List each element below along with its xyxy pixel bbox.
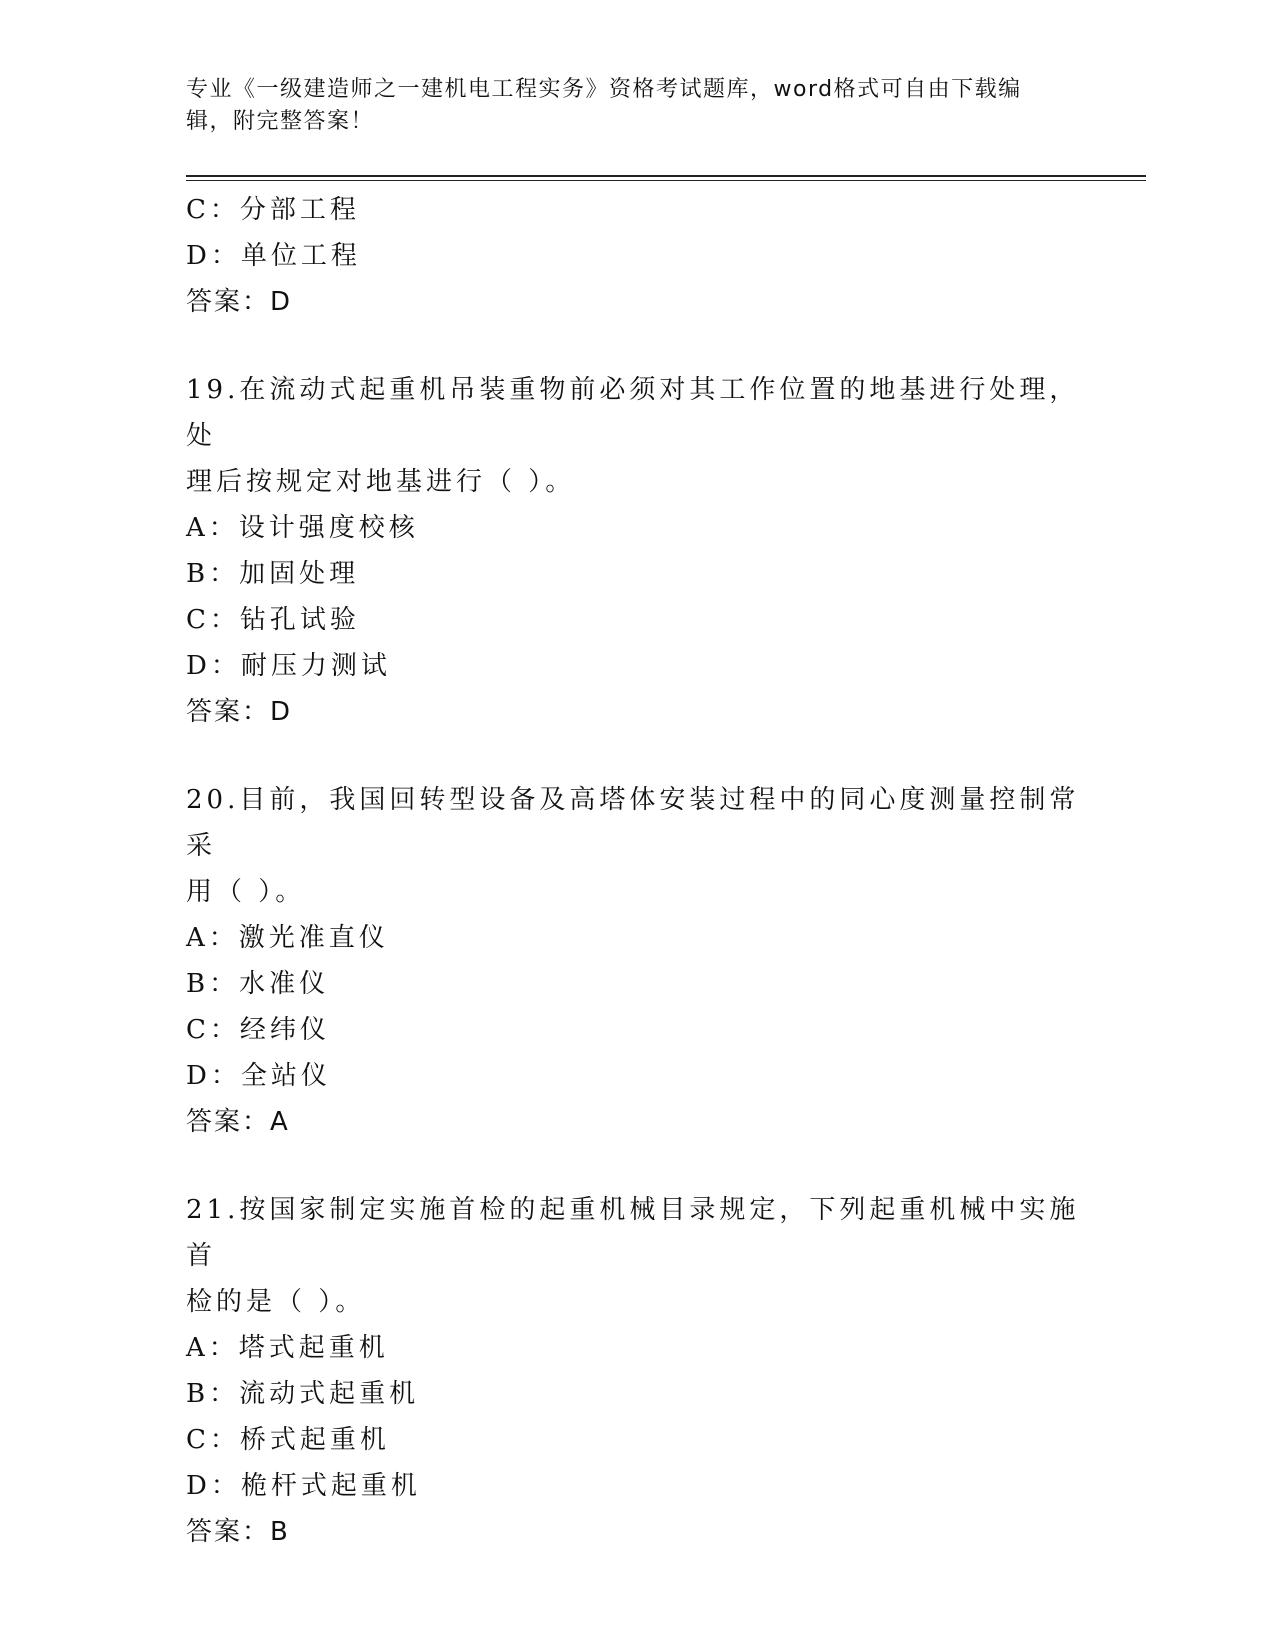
question-stem-line-1: 21.按国家制定实施首检的起重机械目录规定，下列起重机械中实施首: [186, 1195, 1080, 1271]
option-d: D：全站仪: [186, 1061, 331, 1091]
question-stem-line-2: 用（ ）。: [186, 877, 306, 907]
header-divider-thin: [186, 180, 1146, 181]
option-c: C：钻孔试验: [186, 605, 360, 635]
answer-line: 答案：A: [186, 1107, 290, 1137]
question-stem-line-1: 20.目前，我国回转型设备及高塔体安装过程中的同心度测量控制常采: [186, 785, 1080, 861]
header-divider-thick: [186, 175, 1146, 177]
question-stem-line-2: 检的是（ ）。: [186, 1287, 366, 1317]
option-a: A：塔式起重机: [186, 1333, 389, 1363]
option-b: B：流动式起重机: [186, 1379, 420, 1409]
question-stem-line-1: 19.在流动式起重机吊装重物前必须对其工作位置的地基进行处理，处: [186, 375, 1080, 451]
header-line-2: 辑，附完整答案！: [186, 109, 375, 134]
option-b: B：水准仪: [186, 969, 330, 999]
option-c: C：桥式起重机: [186, 1425, 390, 1455]
question-19: [186, 367, 1086, 735]
option-d: D：单位工程: [186, 241, 361, 271]
answer-line: 答案：B: [186, 1517, 290, 1547]
question-list: [186, 187, 1086, 1555]
option-a: A：设计强度校核: [186, 513, 419, 543]
option-a: A：激光准直仪: [186, 923, 389, 953]
answer-line: 答案：D: [186, 697, 293, 727]
option-d: D：桅杆式起重机: [186, 1471, 421, 1501]
option-c: C：经纬仪: [186, 1015, 330, 1045]
page-header: [186, 74, 1066, 138]
answer-line: 答案：D: [186, 287, 293, 317]
carryover-block: [186, 187, 1086, 325]
question-21: [186, 1187, 1086, 1555]
option-b: B：加固处理: [186, 559, 360, 589]
option-d: D：耐压力测试: [186, 651, 391, 681]
option-c: C：分部工程: [186, 195, 360, 225]
question-stem-line-2: 理后按规定对地基进行（ ）。: [186, 467, 576, 497]
header-line-1: 专业《一级建造师之一建机电工程实务》资格考试题库，word格式可自由下载编: [186, 77, 1022, 102]
question-20: [186, 777, 1086, 1145]
